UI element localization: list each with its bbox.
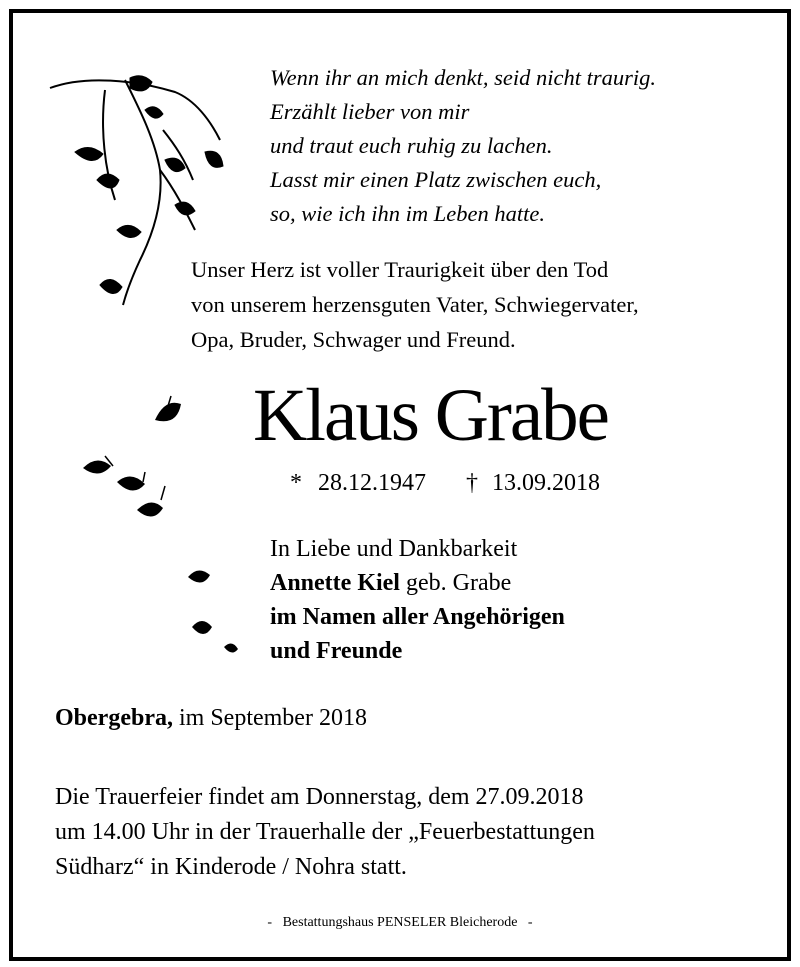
deceased-name: Klaus Grabe — [253, 374, 608, 457]
memorial-poem — [270, 61, 656, 231]
place-and-date — [55, 701, 367, 735]
poem-line: Lasst mir einen Platz zwischen euch, — [270, 167, 602, 192]
falling-leaves-left — [75, 390, 195, 530]
mourner-name: Annette Kiel — [270, 570, 400, 596]
intro-line: Opa, Bruder, Schwager und Freund. — [191, 327, 516, 352]
signoff-relatives-text: im Namen aller Angehörigen — [270, 604, 565, 630]
signoff-mourner — [270, 566, 565, 600]
intro-text — [191, 252, 639, 357]
intro-line: Unser Herz ist voller Traurigkeit über den Tod — [191, 257, 609, 282]
funeral-home-footer: - Bestattungshaus PENSELER Bleicherode - — [267, 915, 533, 930]
falling-leaves-small — [180, 555, 250, 665]
death-symbol: † — [466, 470, 478, 496]
poem-line: und traut euch ruhig zu lachen. — [270, 133, 553, 158]
signoff-line: In Liebe und Dankbarkeit — [270, 536, 518, 562]
death-date: 13.09.2018 — [492, 470, 600, 496]
place: Obergebra, — [55, 705, 173, 731]
signoff-relatives — [270, 600, 565, 634]
mourner-maiden-name: geb. Grabe — [399, 570, 512, 596]
funeral-announcement — [55, 780, 595, 885]
birth-date: 28.12.1947 — [318, 470, 426, 496]
poem-line: Wenn ihr an mich denkt, seid nicht traurig. — [270, 65, 657, 90]
date: im September 2018 — [172, 705, 367, 731]
ceremony-line: Südharz“ in Kinderode / Nohra statt. — [55, 854, 407, 880]
intro-line: von unserem herzensguten Vater, Schwiegervater, — [191, 292, 639, 317]
ceremony-line: um 14.00 Uhr in der Trauerhalle der „Feuerbestattungen — [55, 819, 595, 845]
signoff-friends — [270, 634, 565, 668]
ceremony-line: Die Trauerfeier findet am Donnerstag, dem 27.09.2018 — [55, 784, 584, 810]
signoff-friends-text: und Freunde — [270, 638, 403, 664]
poem-line: so, wie ich ihn im Leben hatte. — [270, 201, 545, 226]
birth-symbol: * — [290, 470, 302, 496]
life-dates — [290, 466, 600, 500]
poem-line: Erzählt lieber von mir — [270, 99, 470, 124]
signoff-block — [270, 532, 565, 668]
